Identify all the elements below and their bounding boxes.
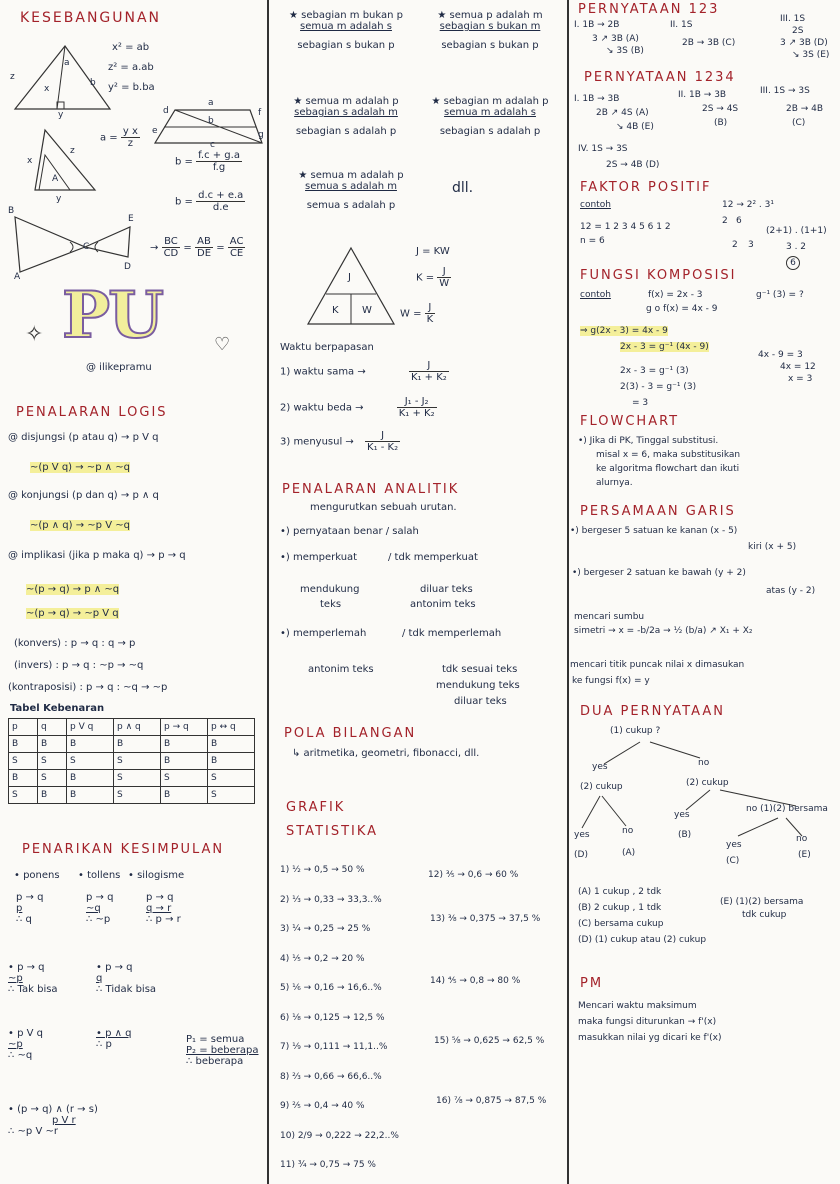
- disjunction-block: • p V q ~p ∴ ~q: [8, 1028, 43, 1061]
- pola-title: POLA BILANGAN: [284, 726, 417, 741]
- table-cell: B: [9, 770, 38, 787]
- ponens-block: p → q p ∴ q: [16, 892, 44, 925]
- p123-iii-sub: 2S: [792, 26, 804, 36]
- bowtie-label: E: [128, 214, 134, 224]
- fungsi-side: x = 3: [788, 374, 813, 384]
- analitik-line: teks: [320, 599, 342, 610]
- inference-type: • ponens: [14, 870, 60, 881]
- tree-leaf: yes: [574, 830, 590, 840]
- analitik-line: mendukung teks: [436, 680, 520, 691]
- syllogism-block: ★ sebagian m bukan p semua m adalah s sebagian s bukan p: [289, 10, 403, 51]
- p1234-iv: IV. 1S → 3S: [578, 144, 628, 154]
- p1234-iii-sub: 2B → 4B: [786, 104, 824, 114]
- table-cell: S: [114, 753, 161, 770]
- logic-line: ~(p → q) → p ∧ ~q: [26, 584, 120, 595]
- dua-legend-e: (E) (1)(2) bersama tdk cukup: [720, 897, 804, 920]
- table-header: q: [38, 719, 67, 736]
- tree-node: yes: [674, 810, 690, 820]
- truth-table-title: Tabel Kebenaran: [10, 703, 105, 714]
- bowtie-label: C: [83, 242, 90, 252]
- trap-label: d: [163, 106, 169, 116]
- fraction-item: 12) ⅗ → 0,6 → 60 %: [428, 870, 519, 880]
- inference-type: • tollens: [78, 870, 121, 881]
- fungsi-gof: g o f(x) = 4x - 9: [646, 304, 718, 314]
- tree-leaf: (A): [622, 848, 636, 858]
- logic-line: @ konjungsi (p dan q) → p ∧ q: [8, 490, 159, 501]
- nested-triangle-diagram: [25, 125, 105, 195]
- table-cell: B: [161, 787, 208, 804]
- dua-question: (1) cukup ?: [610, 726, 661, 736]
- fungsi-step: 2x - 3 = g⁻¹ (4x - 9): [620, 342, 709, 352]
- table-cell: S: [38, 753, 67, 770]
- tri1-equation: z² = a.ab: [108, 62, 154, 73]
- table-cell: B: [38, 787, 67, 804]
- fungsi-f: f(x) = 2x - 3: [648, 290, 703, 300]
- analitik-line: •) pernyataan benar / salah: [280, 526, 419, 537]
- sparkle-icon: ✧: [25, 322, 44, 347]
- jkw-eq-w: W = $\frac{J}{K}$: [400, 302, 434, 325]
- column-left: [0, 0, 266, 1184]
- flowchart-text: •) Jika di PK, Tinggal substitusi. misal x = 6, maka substitusikan ke algoritma flowchart dan ikuti alurnya.: [578, 436, 741, 488]
- trap-label: g: [258, 130, 264, 140]
- fraction-item: 15) ⅝ → 0,625 → 62,5 %: [434, 1036, 545, 1046]
- table-cell: S: [114, 787, 161, 804]
- table-cell: S: [161, 770, 208, 787]
- bowtie-triangle-diagram: [10, 212, 140, 277]
- tree-node: no: [698, 758, 710, 768]
- truth-table: [8, 718, 255, 804]
- p123-iii: III. 1S: [780, 14, 806, 24]
- garis-line: ke fungsi f(x) = y: [572, 676, 650, 686]
- p123-ii: II. 1S: [670, 20, 693, 30]
- table-cell: S: [208, 770, 255, 787]
- pu-logo: PU: [62, 278, 162, 353]
- fungsi-step: ⇒ g(2x - 3) = 4x - 9: [580, 326, 668, 336]
- table-cell: B: [67, 787, 114, 804]
- faktor-tree: 12 → 2² . 3¹: [722, 200, 774, 210]
- analitik-line: mendukung: [300, 584, 360, 595]
- table-cell: S: [9, 787, 38, 804]
- faktor-tree: 3 . 2: [786, 242, 807, 252]
- p123-i-sub: 3 ↗ 3B (A): [592, 34, 639, 44]
- table-row: [9, 736, 255, 753]
- fungsi-step: 2(3) - 3 = g⁻¹ (3): [620, 382, 697, 392]
- logic-line: ~(p ∧ q) → ~p V ~q: [30, 520, 130, 531]
- jkw-cell-w: W: [362, 305, 372, 316]
- logic-line: ~(p → q) → ~p V q: [26, 608, 119, 619]
- table-cell: B: [161, 753, 208, 770]
- analitik-line: antonim teks: [308, 664, 374, 675]
- tri2-label: y: [56, 194, 62, 204]
- waktu-item: 3) menyusul → $\frac{J}{\text{K₁ - K₂}}$: [280, 430, 399, 453]
- fraction-item: 13) ⅜ → 0,375 → 37,5 %: [430, 914, 541, 924]
- tri2-label: x: [27, 156, 33, 166]
- p1234-iii-sub: (C): [792, 118, 806, 128]
- jkw-cell-k: K: [332, 305, 339, 316]
- analitik-line: diluar teks: [420, 584, 473, 595]
- dilemma-block: • (p → q) ∧ (r → s) p V r ∴ ~p V ~r: [8, 1104, 98, 1137]
- faktor-line: n = 6: [580, 236, 605, 246]
- table-header: p ∧ q: [114, 719, 161, 736]
- author-handle: @ ilikepramu: [86, 362, 152, 373]
- table-header-row: [9, 719, 255, 736]
- tree-leaf: no: [622, 826, 634, 836]
- flowchart-title: FLOWCHART: [580, 414, 680, 429]
- table-row: [9, 770, 255, 787]
- faktor-tree-label: 2: [732, 240, 738, 250]
- tri1-equation: y² = b.ba: [108, 82, 155, 93]
- trap-equation-1: b = $\frac{f.c + g.a}{f.g}$: [175, 150, 240, 173]
- pola-text: ↳ aritmetika, geometri, fibonacci, dll.: [292, 748, 480, 759]
- tri1-label: a: [64, 58, 70, 68]
- trap-label: c: [210, 140, 215, 150]
- fungsi-side: 4x = 12: [780, 362, 816, 372]
- p123-iii-sub: ↘ 3S (E): [792, 50, 830, 60]
- jkw-eq-k: K = $\frac{J}{W}$: [416, 266, 450, 289]
- table-cell: B: [208, 753, 255, 770]
- quantifier-block: P₁ = semua P₂ = beberapa ∴ beberapa: [186, 1034, 259, 1067]
- garis-title: PERSAMAAN GARIS: [580, 504, 736, 519]
- table-row: [9, 753, 255, 770]
- analitik-line: •) memperlemah: [280, 628, 367, 639]
- ratio-equation: → $\frac{BC}{CD}$ = $\frac{AB}{DE}$ = $\frac{AC}{CE}$: [150, 236, 244, 259]
- tree-node: yes: [592, 762, 608, 772]
- p1234-ii: II. 1B → 3B: [678, 90, 727, 100]
- p1234-i-sub: 2B ↗ 4S (A): [596, 108, 649, 118]
- waktu-item: 2) waktu beda → $\frac{\text{J₁ - J₂}}{\text{K₁ + K₂}}$: [280, 396, 435, 419]
- p1234-i-sub: ↘ 4B (E): [616, 122, 654, 132]
- tree-leaf: no: [796, 834, 808, 844]
- table-cell: S: [38, 770, 67, 787]
- tree-leaf: (D): [574, 850, 588, 860]
- table-cell: B: [38, 736, 67, 753]
- bowtie-label: D: [124, 262, 131, 272]
- table-cell: S: [67, 753, 114, 770]
- garis-line: •) bergeser 5 satuan ke kanan (x - 5): [570, 526, 738, 536]
- analitik-sub: mengurutkan sebuah urutan.: [310, 502, 457, 513]
- tree-leaf: yes: [726, 840, 742, 850]
- p1234-ii-sub: 2S → 4S: [702, 104, 739, 114]
- analitik-title: PENALARAN ANALITIK: [282, 482, 460, 497]
- analitik-line: / tdk memperlemah: [402, 628, 502, 639]
- p1234-ii-sub: (B): [714, 118, 728, 128]
- fraction-item: 16) ⅞ → 0,875 → 87,5 %: [436, 1096, 547, 1106]
- fungsi-side: 4x - 9 = 3: [758, 350, 803, 360]
- column-right: [570, 0, 840, 1184]
- table-header: p: [9, 719, 38, 736]
- statistika-title: STATISTIKA: [286, 824, 379, 839]
- garis-line: mencari titik puncak nilai x dimasukan: [570, 660, 745, 670]
- faktor-tree-label: 3: [748, 240, 754, 250]
- table-cell: B: [67, 770, 114, 787]
- garis-line: •) bergeser 2 satuan ke bawah (y + 2): [572, 568, 746, 578]
- jkw-cell-j: J: [348, 272, 351, 283]
- tri2-equation: a = $\frac{\text{y x}}{z}$: [100, 126, 138, 149]
- analitik-line: antonim teks: [410, 599, 476, 610]
- logic-line: (kontraposisi) : p → q : ~q → ~p: [8, 682, 168, 693]
- table-cell: B: [114, 736, 161, 753]
- pm-text: Mencari waktu maksimum maka fungsi diturunkan → f'(x) masukkan nilai yg dicari ke f'(x): [578, 1001, 722, 1043]
- tree-node: no (1)(2) bersama: [746, 804, 828, 814]
- p123-iii-sub: 3 ↗ 3B (D): [780, 38, 828, 48]
- table-cell: B: [208, 736, 255, 753]
- logic-line: ~(p V q) → ~p ∧ ~q: [30, 462, 130, 473]
- jkw-triangle: [306, 246, 396, 326]
- analitik-line: tdk sesuai teks: [442, 664, 518, 675]
- tree-node: (2) cukup: [686, 778, 729, 788]
- analitik-line: / tdk memperkuat: [388, 552, 478, 563]
- tri1-equation: x² = ab: [112, 42, 150, 53]
- kesebangunan-title: KESEBANGUNAN: [20, 10, 162, 26]
- tree-node: (2) cukup: [580, 782, 623, 792]
- syllogism-block: ★ semua p adalah m sebagian s bukan m sebagian s bukan p: [437, 10, 543, 51]
- garis-line: simetri → x = -b/2a → ½ (b/a) ↗ X₁ + X₂: [574, 626, 753, 636]
- trap-equation-2: b = $\frac{d.c + e.a}{d.e}$: [175, 190, 244, 213]
- pm-title: PM: [580, 976, 604, 991]
- logic-line: (invers) : p → q : ~p → ~q: [14, 660, 144, 671]
- faktor-answer: 6: [786, 256, 800, 270]
- fungsi-question: g⁻¹ (3) = ?: [756, 290, 804, 300]
- inference-type: • silogisme: [128, 870, 185, 881]
- dll-text: dll.: [452, 180, 474, 196]
- trap-label: b: [208, 116, 214, 126]
- fungsi-step: = 3: [632, 398, 649, 408]
- jkw-eq: J = KW: [416, 246, 450, 257]
- fraction-list-left: 1) ½ → 0,5 → 50 % 2) ⅓ → 0,33 → 33,3..% 3) ¼ → 0,25 → 25 % 4) ⅕ → 0,2 → 20 % 5) ⅙ → 0,16 → 16,6..% 6) ⅛ → 0,125 → 12,5 % 7) ⅑ → 0,111 → 11,1..% 8) ⅔ → 0,66 → 66,6..% 9) ⅖ → 0,4 → 40 % 10) 2/9 → 0,222 → 22,2..% 11) ¾ → 0,75 → 75 %: [280, 865, 399, 1170]
- waktu-title: Waktu berpapasan: [280, 342, 374, 353]
- table-row: [9, 787, 255, 804]
- faktor-tree: (2+1) . (1+1): [766, 226, 827, 236]
- faktor-contoh: contoh: [580, 200, 611, 210]
- column-middle: [270, 0, 566, 1184]
- table-cell: S: [9, 753, 38, 770]
- p1234-i: I. 1B → 3B: [574, 94, 620, 104]
- faktor-tree-label: 6: [736, 216, 742, 226]
- fungsi-contoh: contoh: [580, 290, 611, 300]
- tree-leaf: (B): [678, 830, 692, 840]
- heart-icon: ♡: [214, 334, 231, 355]
- table-header: p ↔ q: [208, 719, 255, 736]
- analitik-line: diluar teks: [454, 696, 507, 707]
- faktor-line: 12 = 1 2 3 4 5 6 1 2: [580, 222, 671, 232]
- table-cell: B: [161, 736, 208, 753]
- invalid-block-1: • p → q ~p ∴ Tak bisa: [8, 962, 58, 995]
- logic-line: @ disjungsi (p atau q) → p V q: [8, 432, 159, 443]
- silogisme-block: p → q q → r ∴ p → r: [146, 892, 181, 925]
- tree-leaf: (C): [726, 856, 740, 866]
- trap-label: f: [258, 108, 262, 118]
- waktu-item: 1) waktu sama → $\frac{J}{\text{K₁ + K₂}}$: [280, 360, 447, 383]
- tri2-label: A: [52, 174, 59, 184]
- analitik-line: •) memperkuat: [280, 552, 358, 563]
- syllogism-block: ★ semua m adalah p semua s adalah m semua s adalah p: [298, 170, 404, 211]
- faktor-tree-label: 2: [722, 216, 728, 226]
- tri1-label: b: [90, 78, 96, 88]
- fungsi-title: FUNGSI KOMPOSISI: [580, 268, 737, 283]
- table-cell: S: [208, 787, 255, 804]
- tri1-label: z: [10, 72, 15, 82]
- table-cell: B: [9, 736, 38, 753]
- dua-title: DUA PERNYATAAN: [580, 704, 725, 719]
- p1234-title: PERNYATAAN 1234: [584, 70, 736, 85]
- bowtie-label: B: [8, 206, 15, 216]
- tri2-label: z: [70, 146, 75, 156]
- penalaran-logis-title: PENALARAN LOGIS: [16, 405, 168, 420]
- penarikan-title: PENARIKAN KESIMPULAN: [22, 842, 225, 857]
- p123-i-sub: ↘ 3S (B): [606, 46, 644, 56]
- tri1-label: x: [44, 84, 50, 94]
- syllogism-block: ★ semua m adalah p sebagian s adalah m sebagian s adalah p: [293, 96, 399, 137]
- column-divider: [567, 0, 569, 1184]
- table-header: p V q: [67, 719, 114, 736]
- p123-i: I. 1B → 2B: [574, 20, 620, 30]
- garis-line: atas (y - 2): [766, 586, 816, 596]
- fraction-item: 14) ⅘ → 0,8 → 80 %: [430, 976, 521, 986]
- syllogism-block: ★ sebagian m adalah p semua m adalah s sebagian s adalah p: [431, 96, 549, 137]
- p123-title: PERNYATAAN 123: [578, 2, 720, 17]
- p1234-iii: III. 1S → 3S: [760, 86, 810, 96]
- trap-label: e: [152, 126, 158, 136]
- faktor-title: FAKTOR POSITIF: [580, 180, 712, 195]
- bowtie-label: A: [14, 272, 21, 282]
- column-divider: [267, 0, 269, 1184]
- table-header: p → q: [161, 719, 208, 736]
- right-triangle-diagram: [5, 34, 125, 114]
- fungsi-step: 2x - 3 = g⁻¹ (3): [620, 366, 689, 376]
- logic-line: (konvers) : p → q : q → p: [14, 638, 136, 649]
- dua-legend: (A) 1 cukup , 2 tdk (B) 2 cukup , 1 tdk (C) bersama cukup (D) (1) cukup atau (2) cukup: [578, 887, 707, 945]
- conjunction-block: • p ∧ q ∴ p: [96, 1028, 132, 1050]
- p1234-iv-sub: 2S → 4B (D): [606, 160, 660, 170]
- garis-line: mencari sumbu: [574, 612, 645, 622]
- garis-line: kiri (x + 5): [748, 542, 797, 552]
- tollens-block: p → q ~q ∴ ~p: [86, 892, 114, 925]
- table-cell: B: [67, 736, 114, 753]
- invalid-block-2: • p → q q ∴ Tidak bisa: [96, 962, 157, 995]
- trap-label: a: [208, 98, 214, 108]
- tri1-label: y: [58, 110, 64, 120]
- tree-leaf: (E): [798, 850, 811, 860]
- grafik-title: GRAFIK: [286, 800, 346, 815]
- logic-line: @ implikasi (jika p maka q) → p → q: [8, 550, 186, 561]
- table-cell: S: [114, 770, 161, 787]
- p123-ii-sub: 2B → 3B (C): [682, 38, 736, 48]
